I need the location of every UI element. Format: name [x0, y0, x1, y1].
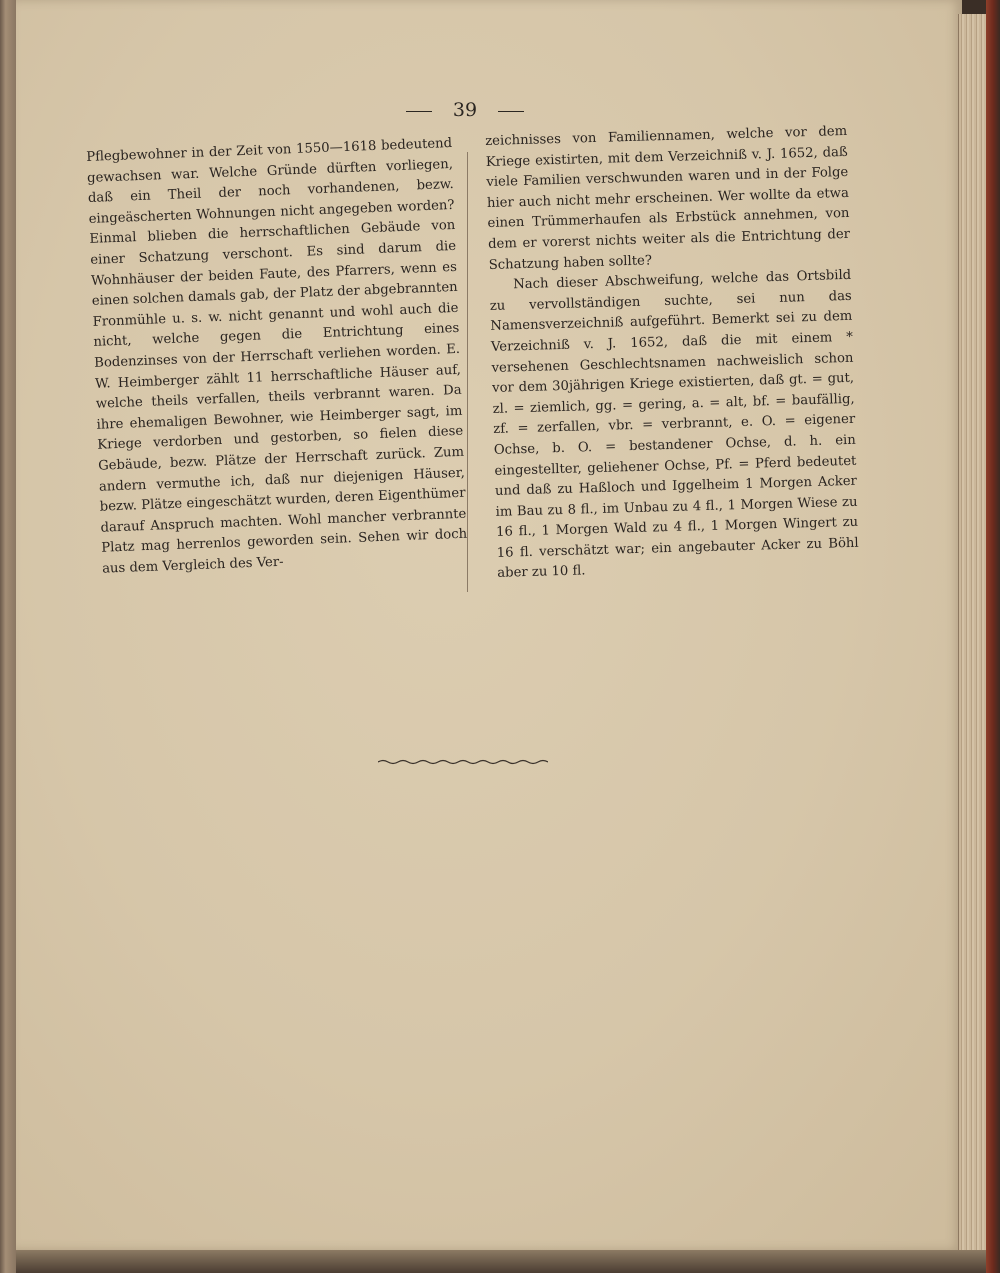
header-dash-left — [406, 111, 432, 112]
page-stack-edges — [958, 14, 987, 1252]
wavy-section-rule — [378, 757, 548, 767]
page-header — [400, 96, 530, 126]
right-paragraph-1: zeichnisses von Familiennamen, welche vor dem Kriege existirten, mit dem Verzeichniß v. J. 1652, daß viele Familien verschwunden waren und in der Folge hier auch nicht mehr erscheinen. Wer wollte da etwa einen Trümmerhaufen als Erbstück annehmen, von dem er vorerst nichts weiter als die Entrichtung der Schatzung haben sollte? — [485, 123, 851, 273]
page-number: 39 — [452, 99, 478, 121]
left-paragraph-1: Pflegbewohner in der Zeit von 1550—1618 bedeutend gewachsen war. Welche Gründe dürften vorliegen, daß ein Theil der noch vorhandenen, bezw. eingeäscherten Wohnungen nicht angegeben worden? Einmal blieben die herrschaftlichen Gebäude von einer Schatzung verschont. Es sind darum die Wohnhäuser der beiden Faute, des Pfarrers, wenn es einen solchen damals gab, der Platz der abgebrannten Fronmühle u. s. w. nicht genannt und wohl auch die nicht, welche gegen die Entrichtung eines Bodenzinses von der Herrschaft verliehen worden. E. W. Heimberger zählt 11 herrschaftliche Häuser auf, welche theils verfallen, theils verbrannt waren. Da ihre ehemaligen Bewohner, wie Heimberger sagt, im Kriege verdorben und gestorben, so fielen diese Gebäude, bezw. Plätze der Herrschaft zurück. Zum andern vermuthe ich, daß nur diejenigen Häuser, bezw. Plätze eingeschätzt wurden, deren Eigenthümer darauf Anspruch machten. Wohl mancher verbrannte Platz mag herrenlos geworden sein. Sehen wir doch aus dem Vergleich des Ver- — [86, 135, 468, 577]
book-cover-edge — [986, 0, 1000, 1273]
header-dash-right — [498, 111, 524, 112]
right-column — [485, 122, 860, 585]
left-column — [86, 134, 468, 580]
column-divider — [467, 152, 468, 592]
facing-page-edge — [0, 0, 16, 1273]
right-paragraph-2: Nach dieser Abschweifung, welche das Ortsbild zu vervollständigen suchte, sei nun das Namensverzeichniß aufgeführt. Bemerkt sei zu dem Verzeichniß v. J. 1652, daß die mit einem * versehenen Geschlechtsnamen nachweislich schon vor dem 30jährigen Kriege existierten, daß gt. = gut, zl. = ziemlich, gg. = gering, a. = alt, bf. = baufällig, zf. = zerfallen, vbr. = verbrannt, e. O. = eigener Ochse, b. O. = bestandener Ochse, d. h. ein eingestellter, geliehener Ochse, Pf. = Pferd bedeutet und daß zu Haßloch und Iggelheim 1 Morgen Acker im Bau zu 8 fl., im Unbau zu 4 fl., 1 Morgen Wiese zu 16 fl., 1 Morgen Wald zu 4 fl., 1 Morgen Wingert zu 16 fl. verschätzt war; ein angebauter Acker zu Böhl aber zu 10 fl. — [489, 267, 859, 582]
bottom-shadow — [16, 1250, 986, 1273]
